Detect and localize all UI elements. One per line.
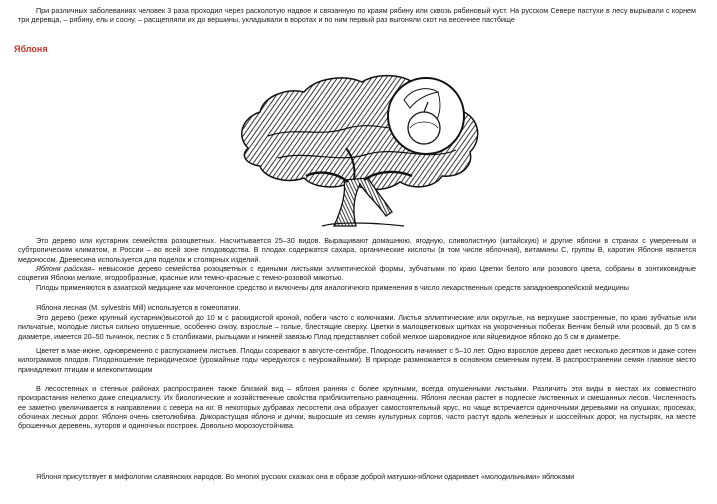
apple-fruit-sketch <box>408 112 440 144</box>
body-paragraph-6: Цветет в мае-июне, одновременно с распусканием листьев. Плоды созревают в августе-сентябре. Плодоносить начинает с 5–10 лет. Одно взрослое дерево дает несколько десятков и даже сотен килограммов плодов. Плодоношение периодическое (урожайные годы чередуются с неурожайными). В природе размножается в основном семенным путем. В распространении семян главное место принадлежит птицам и млекопитающим <box>18 346 696 374</box>
body-paragraph-2 <box>18 264 696 283</box>
body-paragraph-7: В лесостепных и степных районах распространен также близкий вид – яблоня ранняя с более крупными, всегда опушенными листьями. Различить эти виды в местах их совместного произрастания нелегко даже специалисту. Их биологические и хозяйственные свойства приблизительно равноценны. Яблоня лесная растет в подлеске лиственных и смешанных лесов. Численность ее заметно увеличивается в направлении с севера на юг. В некоторых дубравах лесостепи она образует самостоятельный ярус, но чаще встречается одиночными деревьями на опушках, просеках, обочинах лесных дорог. Яблоня очень светолюбива. Дикорастущая яблоня и дички, выросшие из семян культурных сортов, часто растут вдоль железных и шоссейных дорог, на пустырях, на месте брошенных деревень, хуторов и одиночных построек. Довольно морозоустойчива. <box>18 384 696 431</box>
section-heading: Яблоня <box>14 44 48 54</box>
body-paragraph-8: Яблоня присутствует в мифологии славянских народов. Во многих русских сказках она в образе доброй матушки-яблони одаривает «молодильными» яблоками <box>36 472 575 481</box>
body-paragraph-2-text: – невысокое дерево семейства розоцветных с едиными листьями эллиптической формы, зубчатыми по краю Цветки белого или розового цвета, собраны в зонтиковидные соцветия Яблоки мелкие, ягодообразные, красные или темно-красные с темно-розовой мякотью. <box>18 264 696 283</box>
apple-tree-illustration <box>228 66 490 234</box>
body-paragraph-4: Яблоня лесная (M. sylvestris Mill) используется в гомеопатии. <box>36 303 241 312</box>
body-paragraph-5: Это дерево (реже крупный кустарник)высотой до 10 м с раскидистой кроной, побеги часто с колючками. Листья эллиптические или округлые, на верхушке заостренные, по краю зубчатые или пильчатые, молодые листья сильно опушенные, особенно снизу, взрослые – голые, блестящие сверху. Цветки в малоцветковых щитках на укороченных побегах Венчик белый или розовый, до 5 см в диаметре, имеется 20–50 тычинок, пестик с 5 столбиками, рыльцами и нижней завязью Плод представляет собой мелкое шаровидное или яйцевидное яблоко до 5 см в диаметре. <box>18 313 696 341</box>
body-paragraph-1: Это дерево или кустарник семейства розоцветных. Насчитывается 25–30 видов. Выращивают домашнюю, ягодную, сливолистную (китайскую) и другие яблони в странах с умеренным и субтропическим климатом, в России – во всей зоне плодоводства. В плодах содержатся сахара, органические кислоты (в том числе яблочная), витамины С, группы В, каротин Яблоня является медоносом. Древесина используется для поделок и столярных изделий. <box>18 236 696 264</box>
body-paragraph-3: Плоды применяются в азиатской медицине как мочегонное средство и включены для аналогичного применения в число лекарственных средств западноевропейской медицины <box>36 283 629 292</box>
intro-paragraph: При различных заболеваниях человек 3 раза проходил через расколотую надвое и связанную по краям рябину или сквозь рябиновый куст. На русском Севере пастухи в лесу вырывали с корнем три деревца, – рябину, ель и сосну, – расщепляли их до вершины, укладывали в воротах и по ним первый раз выгоняли скот на весеннее пастбище <box>18 6 696 25</box>
term-yablonya-rayskaya: Яблоня райская <box>36 264 91 273</box>
